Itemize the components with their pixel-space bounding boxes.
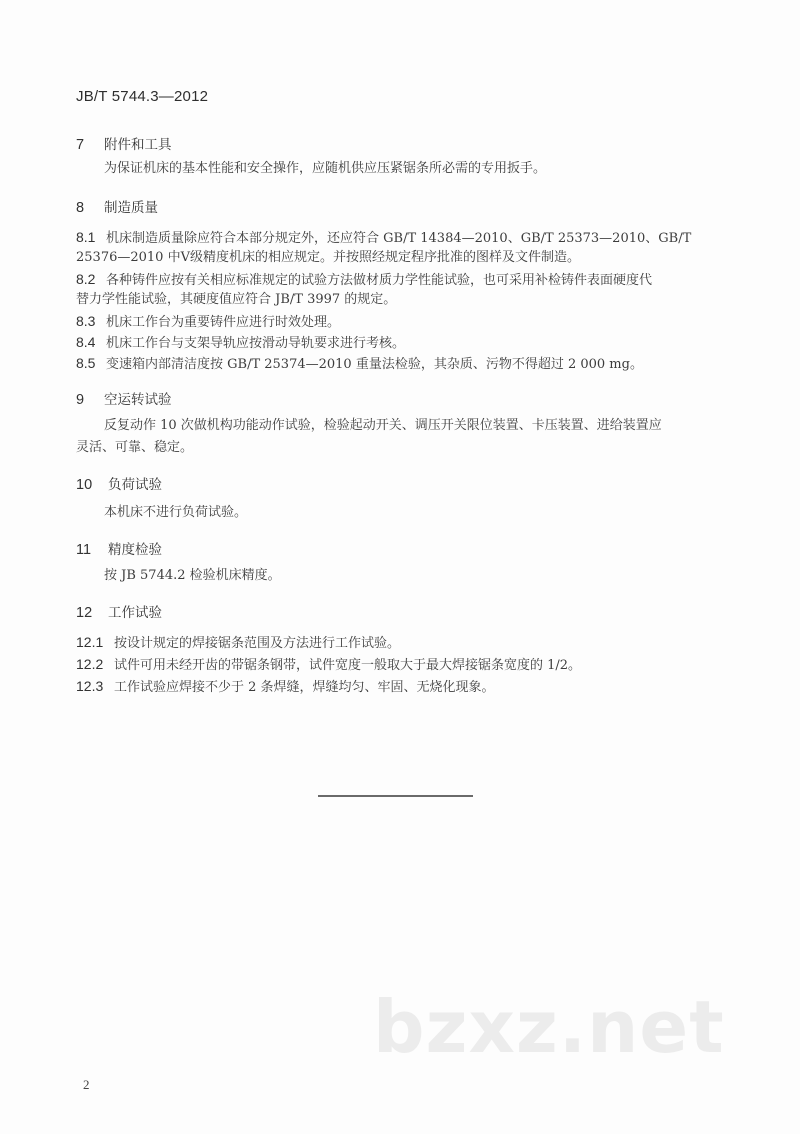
clause-8-2-line-2: 替力学性能试验，其硬度值应符合 JB/T 3997 的规定。 xyxy=(76,292,397,307)
section-title: 制造质量 xyxy=(104,200,158,216)
section-heading-12 xyxy=(76,601,162,621)
clause-text: 机床工作台为重要铸件应进行时效处理。 xyxy=(106,315,341,330)
clause-12-2 xyxy=(76,654,732,676)
section-number: 12 xyxy=(76,605,93,621)
section-title: 负荷试验 xyxy=(108,477,162,493)
clause-8-1-line-1 xyxy=(76,227,732,249)
section-heading-10 xyxy=(76,473,162,493)
section-9-body-line-1: 反复动作 10 次做机构功能动作试验，检验起动开关、调压开关限位装置、卡压装置、进给装置应 xyxy=(104,418,662,433)
clause-text: 机床制造质量除应符合本部分规定外，还应符合 GB/T 14384—2010、GB/T 25373—2010、GB/T xyxy=(106,231,692,246)
clause-12-1 xyxy=(76,632,732,654)
clause-number: 8.4 xyxy=(76,334,96,350)
section-heading-7 xyxy=(76,133,172,153)
clause-text: 按设计规定的焊接锯条范围及方法进行工作试验。 xyxy=(114,636,401,651)
standard-code-header: JB/T 5744.3—2012 xyxy=(76,88,209,105)
end-of-document-rule xyxy=(318,795,473,797)
section-title: 工作试验 xyxy=(108,605,162,621)
page-number: 2 xyxy=(83,1077,90,1092)
clause-text: 变速箱内部清洁度按 GB/T 25374—2010 重量法检验，其杂质、污物不得超过 2 000 mg。 xyxy=(106,357,643,372)
section-title: 空运转试验 xyxy=(104,392,172,408)
clause-number: 8.5 xyxy=(76,355,96,371)
section-title: 附件和工具 xyxy=(104,137,172,153)
clause-number: 8.3 xyxy=(76,313,96,329)
section-number: 9 xyxy=(76,392,85,408)
clause-number: 8.1 xyxy=(76,229,96,245)
section-7-body: 为保证机床的基本性能和安全操作，应随机供应压紧锯条所必需的专用扳手。 xyxy=(104,161,547,176)
clause-text: 机床工作台与支架导轨应按滑动导轨要求进行考核。 xyxy=(106,336,406,351)
section-heading-9 xyxy=(76,388,172,408)
section-number: 8 xyxy=(76,200,85,216)
clause-number: 12.2 xyxy=(76,656,104,672)
clause-12-3 xyxy=(76,676,732,698)
section-number: 7 xyxy=(76,137,85,153)
clause-text: 工作试验应焊接不少于 2 条焊缝，焊缝均匀、牢固、无烧化现象。 xyxy=(114,680,495,695)
section-9-body-line-2: 灵活、可靠、稳定。 xyxy=(76,440,194,455)
clause-text: 试件可用未经开齿的带锯条钢带，试件宽度一般取大于最大焊接锯条宽度的 1/2。 xyxy=(114,658,582,673)
section-heading-11 xyxy=(76,538,162,558)
section-number: 11 xyxy=(76,542,92,558)
clause-8-3 xyxy=(76,311,732,333)
clause-8-5 xyxy=(76,353,732,375)
section-10-body: 本机床不进行负荷试验。 xyxy=(104,505,248,520)
clause-8-2-line-1 xyxy=(76,269,732,291)
watermark: bzxz.net xyxy=(373,985,725,1069)
clause-number: 12.3 xyxy=(76,678,104,694)
section-11-body: 按 JB 5744.2 检验机床精度。 xyxy=(104,568,281,583)
section-title: 精度检验 xyxy=(108,542,162,558)
clause-number: 12.1 xyxy=(76,634,104,650)
clause-text: 各种铸件应按有关相应标准规定的试验方法做材质力学性能试验，也可采用补检铸件表面硬度代 xyxy=(106,273,653,288)
section-number: 10 xyxy=(76,477,93,493)
clause-8-1-line-2: 25376—2010 中Ⅴ级精度机床的相应规定。并按照经规定程序批准的图样及文件制造。 xyxy=(76,250,580,265)
clause-number: 8.2 xyxy=(76,271,96,287)
section-heading-8 xyxy=(76,196,158,216)
clause-8-4 xyxy=(76,332,732,354)
